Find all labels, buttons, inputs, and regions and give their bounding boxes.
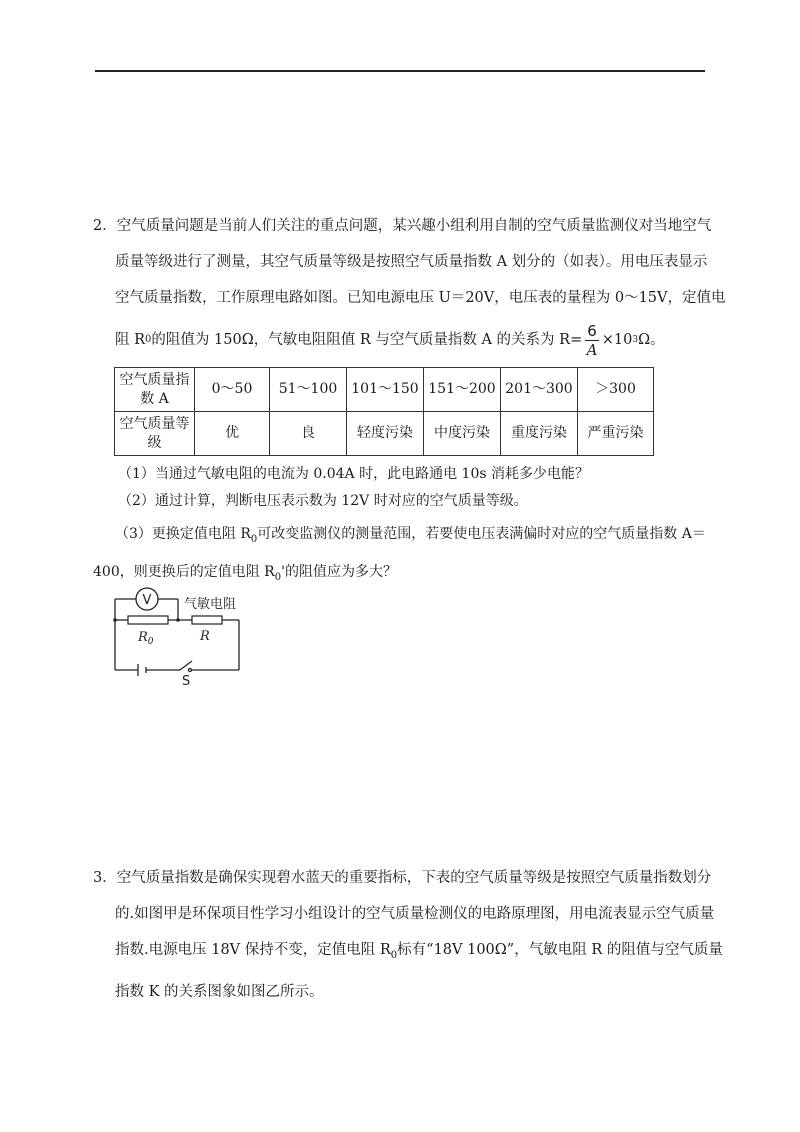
table-cell: 重度污染 [501,412,578,456]
table-cell: 101～150 [347,368,424,412]
q2-line-4-b: 的阻值为 150Ω，气敏电阻阻值 R 与空气质量指数 A 的关系为 R= [151,332,583,348]
air-quality-table [114,367,654,456]
q2-line-4-a: 阻 R [115,332,146,348]
q3-line-3-sub: 0 [390,949,398,961]
q2-sub3-sub: 0 [250,533,258,545]
q2-line-3: 空气质量指数，工作原理电路如图。已知电源电压 U＝20V，电压表的量程为 0～15V，定值电 [115,290,726,306]
svg-text:R0 [137,630,154,647]
voltmeter-label: V [142,593,152,608]
q2-sub3-line2-b: '的阻值应为多大？ [281,563,397,580]
q2-sub3-a: （3）更换定值电阻 R [115,526,251,542]
q2-line-4-c: ×10 [601,332,633,348]
table-cell: 151～200 [424,368,501,412]
q2-line-4-sub: 0 [145,334,152,345]
table-cell: 中度污染 [424,412,501,456]
table-cell: 轻度污染 [347,412,424,456]
q3-line-1: 3．空气质量指数是确保实现碧水蓝天的重要指标，下表的空气质量等级是按照空气质量指数划分 [93,870,712,886]
q2-sub-question-2: （2）通过计算，判断电压表示数为 12V 时对应的空气质量等级。 [118,493,528,509]
q2-sub3-line2-a: 400，则更换后的定值电阻 R [93,563,275,580]
table-cell: 0～50 [195,368,270,412]
q2-formula-line [93,320,740,360]
table-cell: ＞300 [578,368,654,412]
question-3 [93,860,723,1010]
q2-line-2: 质量等级进行了测量，其空气质量等级是按照空气质量指数 A 划分的（如表）。用电压表显示 [115,254,708,270]
table-header-grade: 空气质量等级 [115,412,195,456]
sensor-label: 气敏电阻 [184,597,237,612]
q2-line-1: 2．空气质量问题是当前人们关注的重点问题，某兴趣小组利用自制的空气质量监测仪对当地空气 [93,218,712,234]
voltmeter-icon [136,588,158,610]
q2-sub3-line2-sub: 0 [274,571,282,583]
fraction-numerator: 6 [587,321,597,340]
q3-line-2: 的.如图甲是环保项目性学习小组设计的空气质量检测仪的电路原理图，用电流表显示空气质量 [115,906,715,922]
formula-fraction [585,322,599,359]
fraction-denominator: A [586,340,598,359]
table-row [115,412,654,456]
switch-icon [180,661,192,672]
switch-label: S [182,674,191,685]
q2-sub3-b: 可改变监测仪的测量范围，若要使电压表满偏时对应的空气质量指数 A＝ [257,526,706,542]
table-cell: 严重污染 [578,412,654,456]
junction-dot-icon [176,618,180,622]
junction-dot-icon [113,618,117,622]
table-row [115,368,654,412]
table-cell: 优 [195,412,270,456]
q3-line-3-b: 标有“18V 100Ω”，气敏电阻 R 的阻值与空气质量 [397,942,723,958]
sensor-resistor-icon [192,616,222,624]
q3-line-4: 指数 K 的关系图象如图乙所示。 [115,983,324,1000]
circuit-diagram [110,585,250,685]
question-2 [93,208,726,316]
battery-icon [138,664,146,676]
table-header-index: 空气质量指数 A [115,368,195,412]
q2-sub-question-3 [93,518,718,594]
table-cell: 51～100 [270,368,347,412]
r0-subscript: 0 [147,637,154,647]
header-rule [95,70,705,72]
q2-line-4-sup: 3 [632,335,639,345]
q2-sub-question-1: （1）当通过气敏电阻的电流为 0.04A 时，此电路通电 10s 消耗多少电能？ [118,466,589,482]
q2-line-4-d: Ω。 [638,332,665,348]
r0-label: R [138,630,148,645]
q3-line-3-a: 指数.电源电压 18V 保持不变，定值电阻 R [115,942,391,958]
r-label: R [200,629,210,644]
table-cell: 201～300 [501,368,578,412]
resistor-r0-icon [128,616,168,624]
table-cell: 良 [270,412,347,456]
